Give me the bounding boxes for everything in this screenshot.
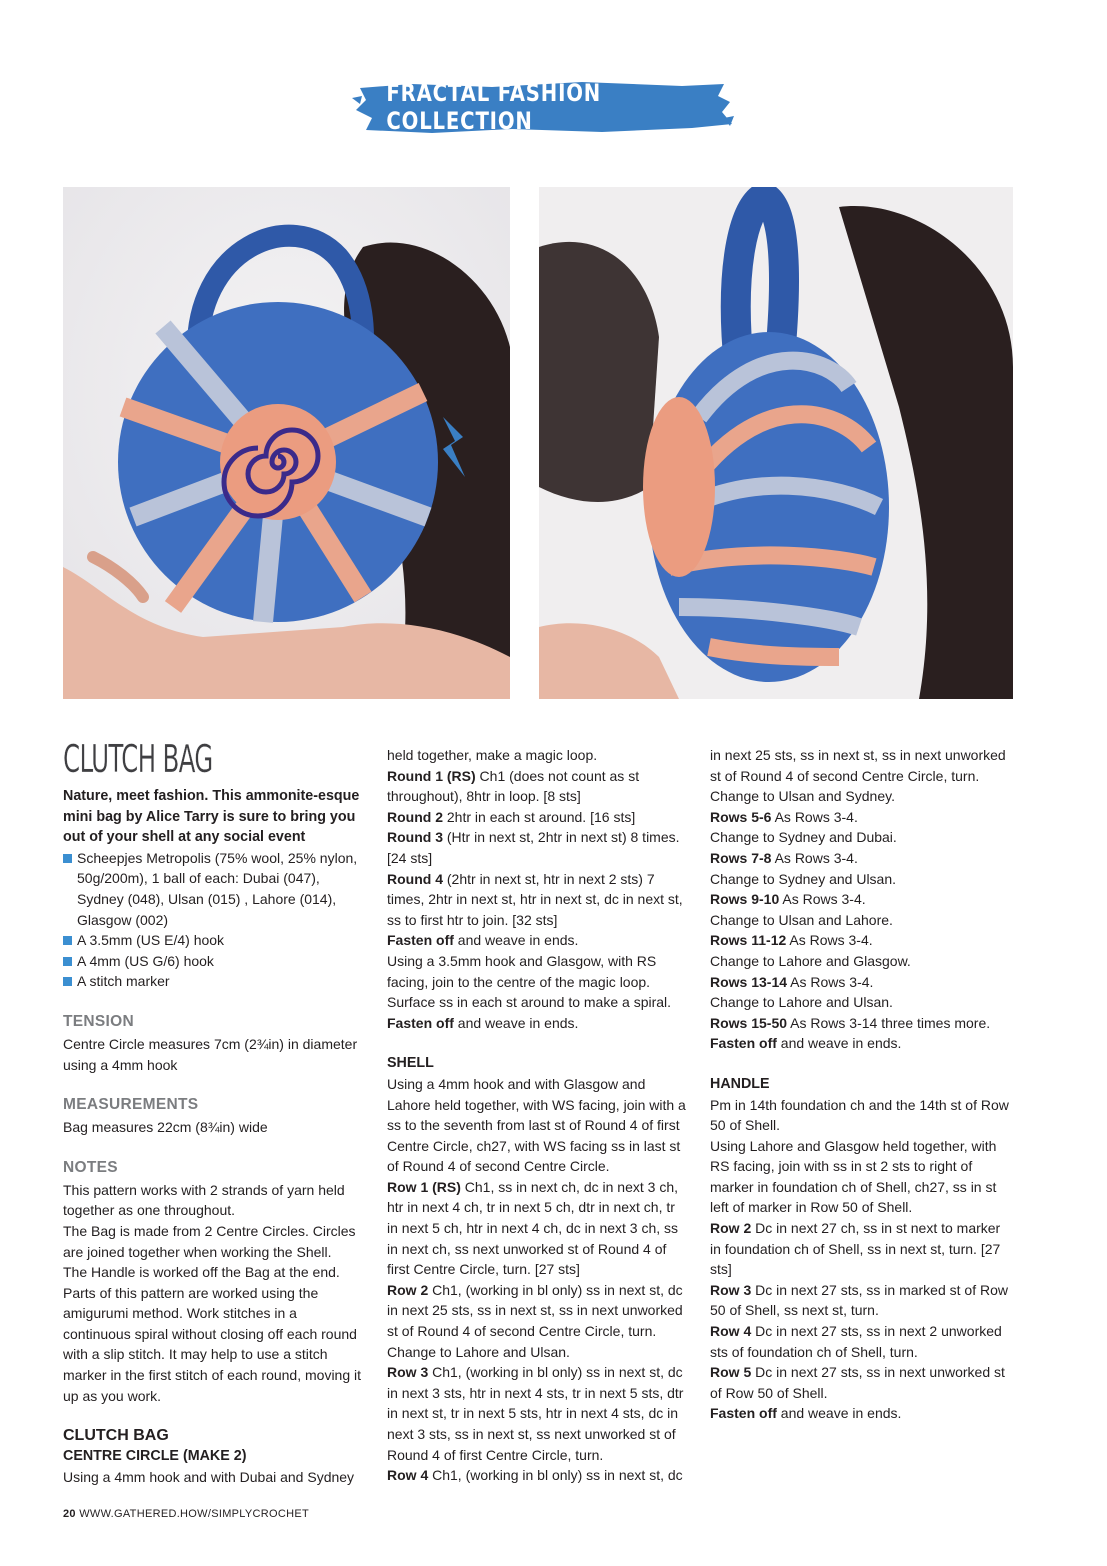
instruction-text: held together, make a magic loop.: [387, 747, 598, 763]
row-text: As Rows 3-4.: [787, 973, 874, 990]
bag-front-photo: [63, 187, 510, 699]
notes-text: The Bag is made from 2 Centre Circles. Circles are joined together when working the Shell.: [63, 1222, 356, 1260]
instruction-row: [710, 1218, 1010, 1280]
crochet-bag-side-photo: [539, 187, 1013, 699]
finish-text: and weave in ends.: [453, 1014, 579, 1031]
tension-text: Centre Circle measures 7cm (2¾in) in diameter using a 4mm hook: [63, 1035, 358, 1073]
bag-side-photo: [539, 187, 1013, 699]
instruction-finish: [387, 1013, 689, 1034]
list-item: Scheepjes Metropolis (75% wool, 25% nylon, 50g/200m), 1 ball of each: Dubai (047), Sydney (048), Ulsan (015) , Lahore (014), Glasgow (002): [63, 848, 363, 930]
row-label: Row 5: [710, 1364, 752, 1381]
instruction-text: in next 25 sts, ss in next st, ss in next unworked st of Round 4 of second Centre Circle, turn.: [710, 747, 1006, 784]
instruction-row: [387, 1177, 689, 1280]
instruction-text: Change to Lahore and Ulsan.: [387, 1343, 570, 1360]
round-text: (Htr in next st, 2htr in next st) 8 times. [24 sts]: [387, 829, 680, 866]
row-label: Row 3: [387, 1364, 429, 1381]
finish-text: and weave in ends.: [776, 1405, 902, 1422]
instruction-round: [387, 807, 689, 828]
materials-list: [63, 848, 363, 992]
column-3: [710, 745, 1010, 1424]
row-text: Dc in next 27 sts, ss in next unworked st of Row 50 of Shell.: [710, 1364, 1005, 1401]
notes-text: Parts of this pattern are worked using the amigurumi method. Work stitches in a continuous spiral without closing off each round with a slip stitch. It may help to use a stitch marker in the first stitch of each round, moving it up as you work.: [63, 1284, 362, 1404]
list-item: A stitch marker: [63, 971, 363, 992]
instruction-row: [710, 930, 1010, 951]
row-label: Rows 9-10: [710, 891, 780, 908]
row-label: Rows 7-8: [710, 849, 772, 866]
instruction-text: Change to Sydney and Dubai.: [710, 829, 897, 846]
row-text: As Rows 3-14 three times more.: [787, 1014, 991, 1031]
notes-text: The Handle is worked off the Bag at the end.: [63, 1264, 340, 1281]
section-heading: CLUTCH BAG: [63, 1427, 169, 1445]
finish-label: Fasten off: [710, 1405, 777, 1422]
banner-title: FRACTAL FASHION COLLECTION: [386, 79, 602, 135]
instruction-row: [710, 1013, 1010, 1034]
finish-label: Fasten off: [710, 1035, 777, 1052]
instruction-finish: [387, 930, 689, 951]
instruction-round: [387, 766, 689, 807]
instruction-finish: [710, 1033, 1010, 1054]
row-text: Ch1, (working in bl only) ss in next st, dc in next 3 sts, htr in next 4 sts, tr in next 5 sts, dtr in next st, tr in next 5 sts, htr in next 4 sts, dc in next 3 sts, ss in next st, ss next unworked st of Round 4 of first Centre Circle, turn.: [387, 1364, 684, 1463]
page-footer: [63, 1508, 309, 1520]
round-label: Round 4: [387, 870, 443, 887]
page-number: 20: [63, 1508, 76, 1520]
row-label: Rows 13-14: [710, 973, 788, 990]
row-text: As Rows 3-4.: [771, 849, 858, 866]
instruction-row: [710, 1362, 1010, 1403]
collection-banner: [352, 78, 734, 136]
notes-heading: NOTES: [63, 1158, 118, 1176]
row-text: Dc in next 27 ch, ss in st next to marker in foundation ch of Shell, ss in next st, turn. [27 sts]: [710, 1220, 1001, 1278]
finish-label: Fasten off: [387, 932, 454, 949]
instruction-text: Change to Lahore and Ulsan.: [710, 994, 893, 1011]
measurements-heading: MEASUREMENTS: [63, 1096, 199, 1114]
instruction-row: [387, 1465, 689, 1486]
round-text: (2htr in next st, htr in next 2 sts) 7 times, 2htr in next st, htr in next st, dc in next st, ss to first htr to join. [32 sts]: [387, 870, 683, 928]
round-text: Ch1 (does not count as st throughout), 8htr in loop. [8 sts]: [387, 767, 640, 805]
list-item: A 4mm (US G/6) hook: [63, 951, 363, 972]
instruction-text: Using Lahore and Glasgow held together, with RS facing, join with ss in st 2 sts to right of marker in foundation ch of Shell, ch27, ss in st left of marker in Row 50 of Shell.: [710, 1137, 997, 1216]
row-text: Dc in next 27 sts, ss in marked st of Row 50 of Shell, ss next st, turn.: [710, 1281, 1008, 1319]
row-text: Ch1, (working in bl only) ss in next st, dc in next 25 sts, ss in next st, ss in next unworked st of Round 4 of second Centre Circle, turn.: [387, 1281, 683, 1340]
finish-label: Fasten off: [387, 1014, 454, 1031]
row-label: Row 2: [710, 1220, 752, 1237]
measurements-text: Bag measures 22cm (8¾in) wide: [63, 1119, 268, 1136]
row-label: Rows 5-6: [710, 808, 772, 825]
instruction-row: [710, 889, 1010, 910]
instruction-row: [710, 1280, 1010, 1321]
finish-text: and weave in ends.: [453, 932, 579, 949]
row-label: Row 3: [710, 1281, 752, 1298]
finish-text: and weave in ends.: [776, 1035, 902, 1052]
instruction-row: [387, 1280, 689, 1342]
subsection-heading: CENTRE CIRCLE (MAKE 2): [63, 1448, 247, 1465]
instruction-text: Change to Ulsan and Sydney.: [710, 788, 895, 805]
shell-heading: SHELL: [387, 1055, 434, 1072]
footer-url[interactable]: WWW.GATHERED.HOW/SIMPLYCROCHET: [79, 1508, 310, 1520]
instruction-text: Change to Sydney and Ulsan.: [710, 870, 897, 887]
round-text: 2htr in each st around. [16 sts]: [443, 808, 636, 825]
row-label: Row 1 (RS): [387, 1178, 461, 1195]
row-label: Rows 15-50: [710, 1014, 788, 1031]
instruction-text: Using a 3.5mm hook and Glasgow, with RS facing, join to the centre of the magic loop. Surface ss in each st around to make a spiral.: [387, 952, 672, 1011]
pattern-title: CLUTCH BAG: [63, 737, 213, 781]
column-2: [387, 745, 689, 1486]
intro-text: Nature, meet fashion. This ammonite-esque mini bag by Alice Tarry is sure to bring you out of your shell at any social event: [63, 788, 360, 846]
row-label: Row 4: [387, 1467, 429, 1484]
instruction-text: Using a 4mm hook and with Glasgow and Lahore held together, with WS facing, join with a ss to the seventh from last st of Round 4 of first Centre Circle, ch27, with WS facing ss in last st of Round 4 of second Centre Circle.: [387, 1075, 686, 1175]
row-text: As Rows 3-4.: [786, 932, 873, 949]
instruction-row: [710, 1321, 1010, 1362]
tension-heading: TENSION: [63, 1012, 134, 1030]
crochet-bag-front-photo: [63, 187, 510, 699]
row-label: Rows 11-12: [710, 932, 787, 949]
instruction-row: [710, 972, 1010, 993]
instruction-text: Using a 4mm hook and with Dubai and Sydney: [63, 1468, 355, 1485]
round-label: Round 1 (RS): [387, 767, 476, 784]
row-label: Row 4: [710, 1323, 752, 1340]
row-text: As Rows 3-4.: [771, 808, 858, 825]
row-text: Ch1, (working in bl only) ss in next st, dc: [428, 1467, 683, 1484]
row-text: As Rows 3-4.: [779, 891, 866, 908]
row-label: Row 2: [387, 1281, 429, 1298]
row-text: Dc in next 27 sts, ss in next 2 unworked sts of foundation ch of Shell, turn.: [710, 1323, 1002, 1360]
round-label: Round 2: [387, 808, 443, 825]
instruction-round: [387, 869, 689, 931]
instruction-round: [387, 827, 689, 868]
list-item: A 3.5mm (US E/4) hook: [63, 930, 363, 951]
instruction-text: Pm in 14th foundation ch and the 14th st of Row 50 of Shell.: [710, 1096, 1009, 1134]
column-1: [63, 736, 363, 1487]
instruction-text: Change to Ulsan and Lahore.: [710, 911, 893, 928]
round-label: Round 3: [387, 829, 443, 846]
instruction-row: [710, 848, 1010, 869]
instruction-row: [710, 807, 1010, 828]
notes-text: This pattern works with 2 strands of yarn held together as one throughout.: [63, 1181, 345, 1219]
row-text: Ch1, ss in next ch, dc in next 3 ch, htr in next 4 ch, tr in next 5 ch, dtr in next ch, tr in next 5 ch, htr in next 4 ch, dc in next 3 ch, ss in next ch, ss next unworked st of Round 4 of first Centre Circle, turn. [27 sts]: [387, 1178, 679, 1278]
instruction-row: [387, 1362, 689, 1465]
instruction-text: Change to Lahore and Glasgow.: [710, 952, 911, 969]
instruction-finish: [710, 1403, 1010, 1424]
handle-heading: HANDLE: [710, 1075, 770, 1092]
